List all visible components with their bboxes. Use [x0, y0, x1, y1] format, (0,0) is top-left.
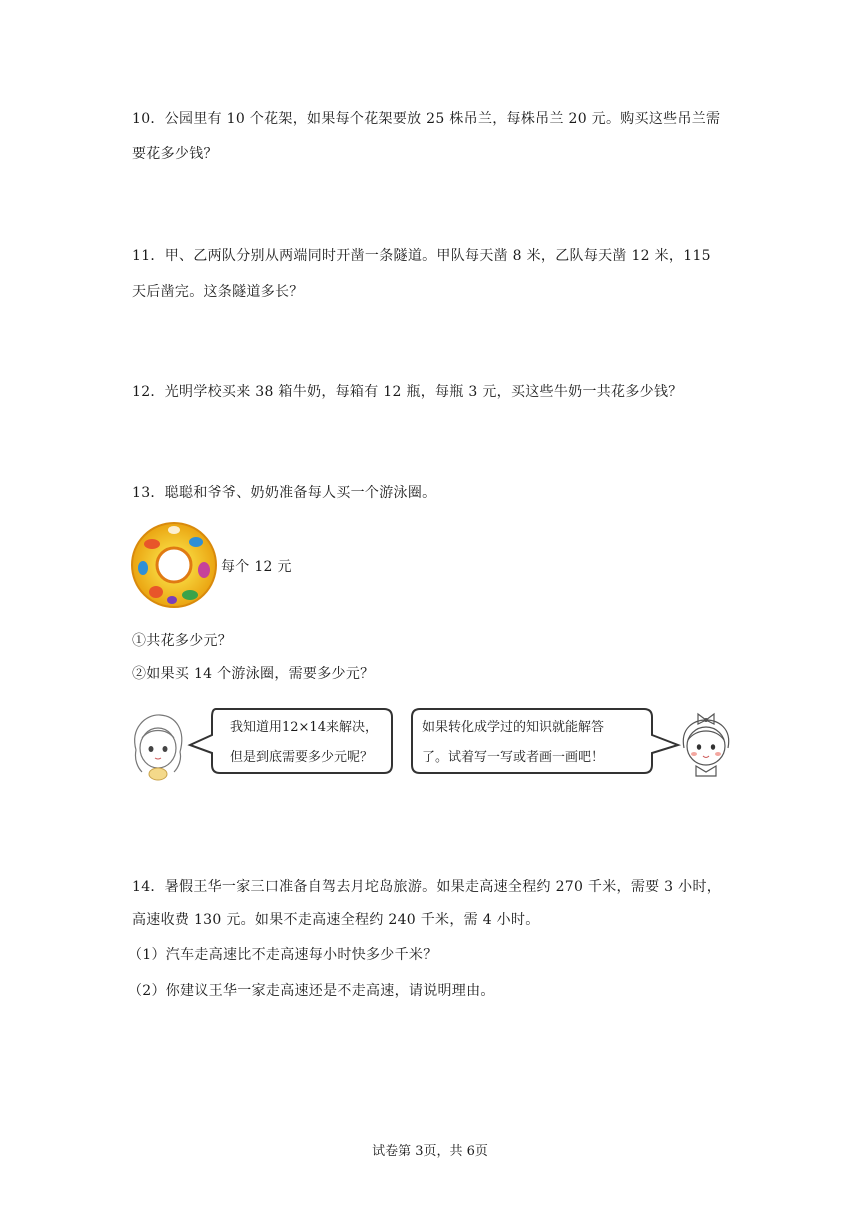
q13-sub2: ②如果买 14 个游泳圈，需要多少元？: [132, 666, 375, 682]
q11-line1: 11．甲、乙两队分别从两端同时开凿一条隧道。甲队每天凿 8 米，乙队每天凿 12 米，115: [132, 248, 711, 264]
q10-line1: 10．公园里有 10 个花架，如果每个花架要放 25 株吊兰，每株吊兰 20 元。购买这些吊兰需: [132, 111, 721, 127]
q11-line2: 天后凿完。这条隧道多长？: [132, 284, 304, 300]
page-footer: 试卷第 3页，共 6页: [372, 1144, 488, 1159]
q10-line2: 要花多少钱？: [132, 146, 218, 162]
bubble-right-line1: 如果转化成学过的知识就能解答: [422, 720, 605, 735]
bubble-right-line2: 了。试着写一写或者画一画吧！: [422, 750, 605, 765]
q12-line1: 12．光明学校买来 38 箱牛奶，每箱有 12 瓶，每瓶 3 元，买这些牛奶一共花多少钱？: [132, 384, 683, 400]
q14-sub1: （1）汽车走高速比不走高速每小时快多少千米？: [128, 947, 438, 963]
q14-line1: 14．暑假王华一家三口准备自驾去月坨岛旅游。如果走高速全程约 270 千米，需要 3 小时，: [132, 879, 722, 895]
q14-line2: 高速收费 130 元。如果不走高速全程约 240 千米，需 4 小时。: [132, 912, 540, 928]
bubble-left-line2: 但是到底需要多少元呢？: [230, 750, 374, 765]
bubble-left-line1: 我知道用12×14来解决，: [230, 720, 378, 735]
girl-thinking-icon: [128, 710, 188, 782]
girl-bow-icon: [676, 706, 736, 780]
swim-ring-icon: [130, 520, 218, 610]
q13-sub1: ①共花多少元？: [132, 633, 233, 649]
q13-price: 每个 12 元: [221, 559, 292, 575]
q14-sub2: （2）你建议王华一家走高速还是不走高速，请说明理由。: [128, 983, 495, 999]
q13-line1: 13．聪聪和爷爷、奶奶准备每人买一个游泳圈。: [132, 485, 437, 501]
